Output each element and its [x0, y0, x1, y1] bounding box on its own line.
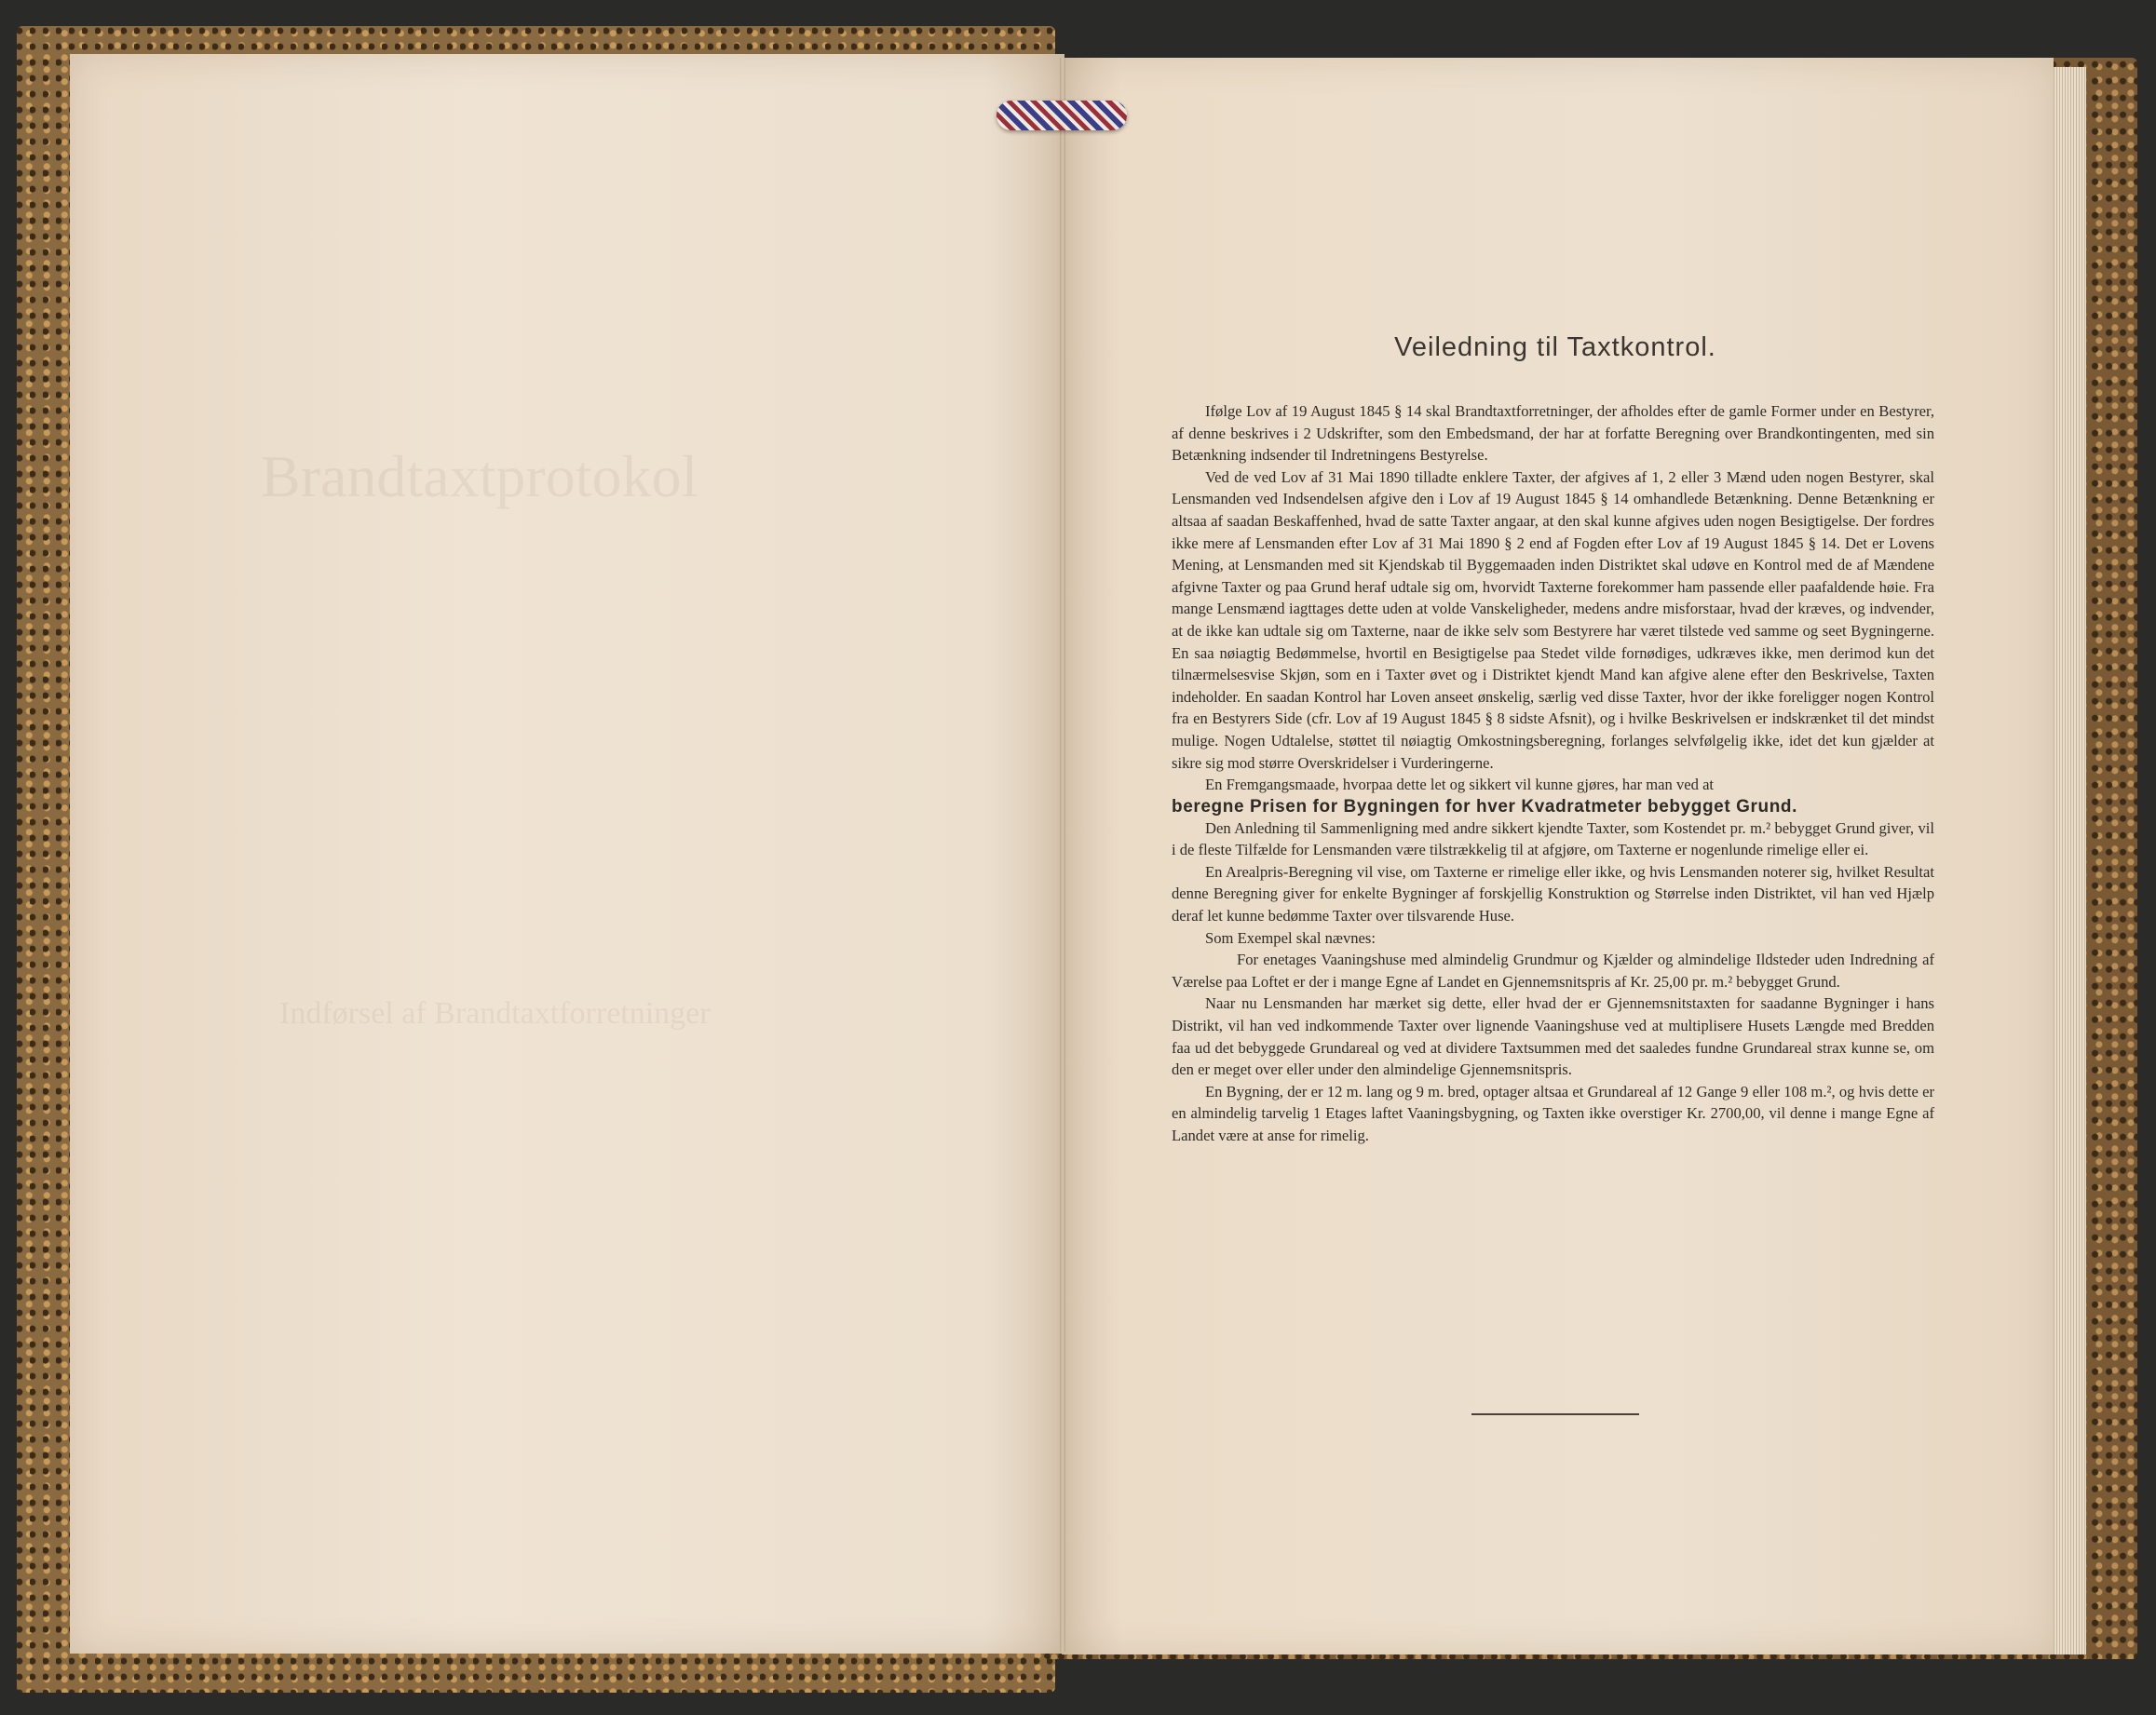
instructions-text [1172, 400, 1934, 1147]
paragraph: Ved de ved Lov af 31 Mai 1890 tilladte enklere Taxter, der afgives af 1, 2 eller 3 Mænd uden nogen Bestyrer, skal Lensmanden ved Indsendelsen afgive den i Lov af 19 August 1845 § 14 omhandlede Betænkning. Denne Betænkning er altsaa af saadan Beskaffenhed, hvad de satte Taxter angaar, at den skal kunne afgives uden nogen Besigtigelse. Der fordres ikke mere af Lensmanden efter Lov af 31 Mai 1890 § 2 end af Fogden efter Lov af 19 August 1845 § 14. Det er Lovens Mening, at Lensmanden med sit Kjendskab til Byggemaaden inden Distriktet skal udøve en Kontrol med de af Mændene afgivne Taxter og paa Grund heraf udtale sig om, hvorvidt Taxterne forekommer ham passende eller paafaldende høie. Fra mange Lensmænd iagttages dette uden at volde Vanskeligheder, medens andre misforstaar, hvad der kræves, og indvender, at de ikke kan udtale sig om Taxterne, naar de ikke selv som Bestyrere har været tilstede ved samme og seet Bygningerne. En saa nøiagtig Bedømmelse, hvortil en Besigtigelse paa Stedet vilde fornødiges, udkræves ikke, men derimod kun det tilnærmelsesvise Skjøn, som en i Taxter øvet og i Distriktet kjendt Mand kan afgive alene efter den Beskrivelse, Taxten indeholder. En saadan Kontrol har Loven anseet ønskelig, særlig ved disse Taxter, hvor der ikke foreligger nogen Kontrol fra en Bestyrers Side (cfr. Lov af 19 August 1845 § 8 sidste Afsnit), og i hvilke Beskrivelsen er indskrænket til det mindst mulige. Nogen Udtalelse, støttet til nøiagtig Omkostningsberegning, forlanges selvfølgelig ikke, idet det kun gjælder at sikre sig mod større Overskridelser i Vurderingerne. [1172, 467, 1934, 772]
closing-rule [1471, 1413, 1639, 1415]
example-paragraph: For enetages Vaaningshuse med almindelig Grundmur og Kjælder og almindelige Ildsteder uden Indredning af Værelse paa Loftet er der i mange Egne af Landet en Gjennemsnitspris af Kr. 25,00 pr. m.² bebygget Grund. [1172, 951, 1934, 991]
page-edges [2049, 67, 2086, 1654]
bold-instruction: beregne Prisen for Bygningen for hver Kvadratmeter bebygget Grund. [1172, 796, 1797, 817]
show-through-line: Indførsel af Brandtaxtforretninger [279, 996, 711, 1031]
paragraph: En Arealpris-Beregning vil vise, om Taxterne er rimelige eller ikke, og hvis Lensmanden noterer sig, hvilket Resultat denne Beregning giver for enkelte Bygninger af forskjellig Konstruktion og Størrelse inden Distriktet, vil han ved Hjælp deraf let kunne bedømme Taxter over tilsvarende Huse. [1172, 862, 1934, 925]
paragraph: Som Exempel skal nævnes: [1205, 928, 1376, 947]
book-gutter [1060, 58, 1065, 1652]
paragraph: Ifølge Lov af 19 August 1845 § 14 skal Brandtaxtforretninger, der afholdes efter de gamle Former under en Bestyrer, af denne beskrives i 2 Udskrifter, som den Embedsmand, der har at forfatte Beregning over Brandkontingenten, med sin Betænkning indsender til Indretningens Bestyrelse. [1172, 402, 1934, 465]
paragraph: Den Anledning til Sammenligning med andre sikkert kjendte Taxter, som Kostendet pr. m.² bebygget Grund giver, vil i de fleste Tilfælde for Lensmanden være tilstrækkelig til at afgjøre, om Taxterne er nogenlunde rimelige eller ei. [1172, 818, 1934, 859]
paragraph: En Fremgangsmaade, hvorpaa dette let og sikkert vil kunne gjøres, har man ved at [1205, 776, 1715, 794]
paragraph: En Bygning, der er 12 m. lang og 9 m. bred, optager altsaa et Grundareal af 12 Gange 9 eller 108 m.², og hvis dette er en almindelig tarvelig 1 Etages laftet Vaaningsbygning, og Taxten ikke overstiger Kr. 2700,00, vil denne i mange Egne af Landet være at anse for rimelig. [1172, 1082, 1934, 1144]
page-title: Veiledning til Taxtkontrol. [1394, 332, 1716, 362]
binding-thread-icon [997, 101, 1127, 130]
left-page [70, 54, 1064, 1654]
paragraph: Naar nu Lensmanden har mærket sig dette, eller hvad der er Gjennemsnitstaxten for saadanne Bygninger i hans Distrikt, vil han ved indkommende Taxter over lignende Vaaningshuse ved at multiplisere Husets Længde med Bredden faa ud det bebyggede Grundareal og ved at dividere Taxtsummen med det saaledes fundne Grundareal strax kunne se, om den er meget over eller under den almindelige Gjennemsnitspris. [1172, 994, 1934, 1079]
show-through-heading: Brandtaxtprotokol [261, 443, 698, 509]
